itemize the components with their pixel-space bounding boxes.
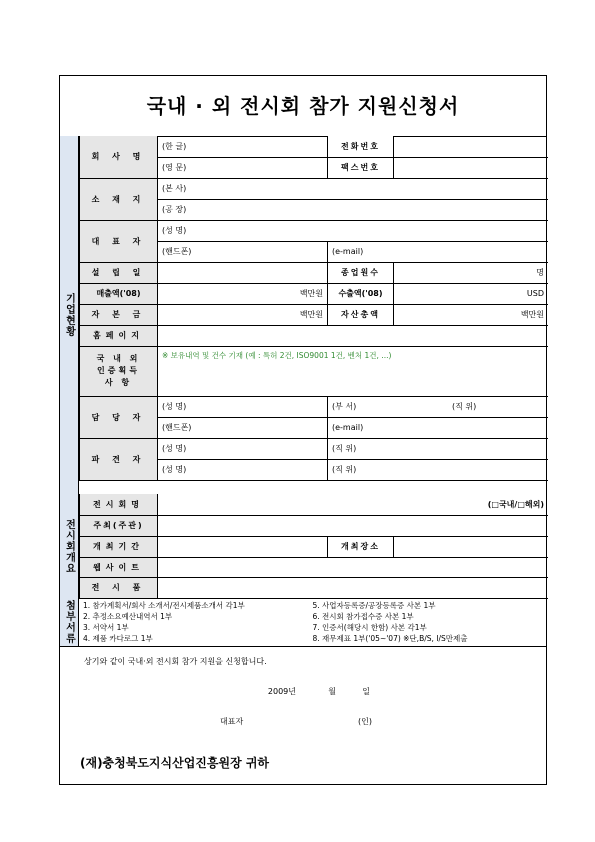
factory-address-field[interactable]: (공 장) — [158, 199, 549, 220]
attachment-item: 5. 사업자등록증/공장등록증 사본 1부 — [312, 601, 436, 610]
manager-mobile-field[interactable]: (핸드폰) — [158, 417, 328, 438]
phone-field[interactable] — [394, 136, 549, 157]
date-year: 2009년 — [267, 687, 296, 696]
manager-email-field[interactable]: (e-mail) — [328, 417, 549, 438]
attachment-item: 1. 참가계획서/회사 소개서/전시제품소개서 각1부 — [83, 601, 245, 610]
export-field[interactable]: USD — [394, 283, 549, 304]
attachment-item: 7. 인증서(해당시 한함) 사본 각1부 — [312, 623, 427, 632]
founded-field[interactable] — [158, 262, 328, 283]
employees-field[interactable]: 명 — [394, 262, 549, 283]
certification-field[interactable] — [158, 346, 549, 396]
manager-name-field[interactable]: (성 명) — [158, 396, 328, 417]
attachment-item: 2. 추정소요예산내역서 1부 — [83, 612, 173, 621]
exhibition-section — [60, 494, 546, 598]
date-day: 일 — [362, 687, 370, 696]
venue-label: 개최장소 — [328, 536, 394, 557]
items-field[interactable] — [158, 577, 549, 598]
capital-label: 자 본 금 — [80, 304, 158, 325]
exhibition-table — [79, 494, 548, 599]
certification-note: ※ 보유내역 및 건수 기재 (예 : 특허 2건, ISO9001 1건, 벤처 1건, ...) — [162, 350, 392, 360]
period-label: 개최기간 — [80, 536, 158, 557]
venue-field[interactable] — [394, 536, 549, 557]
phone-label: 전화번호 — [328, 136, 394, 157]
company-name-kr-field[interactable]: (한 글) — [158, 136, 328, 157]
exhibition-section-label: 전시회개요 — [60, 494, 79, 598]
period-field[interactable] — [158, 536, 328, 557]
website-label: 웹사이트 — [80, 557, 158, 577]
host-label: 주최(주관) — [80, 515, 158, 536]
manager-position: (직 위) — [452, 402, 477, 411]
dispatch-label: 파 견 자 — [80, 438, 158, 480]
employees-label: 종업원수 — [328, 262, 394, 283]
dispatch-name-1-field[interactable]: (성 명) — [158, 438, 328, 459]
website-field[interactable] — [158, 557, 549, 577]
address-label: 소 재 지 — [80, 178, 158, 220]
fax-label: 팩스번호 — [328, 157, 394, 178]
company-section-label: 기업현황 — [60, 136, 79, 494]
assets-label: 자산총액 — [328, 304, 394, 325]
application-form — [59, 75, 547, 785]
attachment-item: 3. 서약서 1부 — [83, 623, 129, 632]
items-label: 전 시 품 — [80, 577, 158, 598]
assets-field[interactable]: 백만원 — [394, 304, 549, 325]
fax-field[interactable] — [394, 157, 549, 178]
attachment-item: 4. 제품 카다로그 1부 — [83, 634, 153, 643]
addressee: (재)충청북도지식산업진흥원장 귀하 — [80, 756, 270, 770]
homepage-field[interactable] — [158, 325, 549, 346]
capital-field[interactable]: 백만원 — [158, 304, 328, 325]
ceo-label: 대 표 자 — [80, 220, 158, 262]
form-title: 국내 · 외 전시회 참가 지원신청서 — [60, 76, 546, 137]
manager-label: 담 당 자 — [80, 396, 158, 438]
date-line — [60, 686, 546, 697]
company-table — [79, 136, 548, 481]
company-name-en-field[interactable]: (영 문) — [158, 157, 328, 178]
ceo-name-field[interactable]: (성 명) — [158, 220, 549, 241]
hq-address-field[interactable]: (본 사) — [158, 178, 549, 199]
ceo-mobile-field[interactable]: (핸드폰) — [158, 241, 328, 262]
seal-mark: (인) — [358, 717, 372, 726]
certification-label: 국 내 외 인증획득 사 항 — [80, 346, 158, 396]
manager-dept-position-field[interactable] — [328, 396, 549, 417]
export-label: 수출액('08) — [328, 283, 394, 304]
founded-label: 설 립 일 — [80, 262, 158, 283]
attachment-item: 8. 재무제표 1부('05~'07) ※단,B/S, I/S만제출 — [312, 634, 468, 643]
homepage-label: 홈페이지 — [80, 325, 158, 346]
host-field[interactable] — [158, 515, 549, 536]
dispatch-position-2-field[interactable]: (직 위) — [328, 459, 549, 480]
closing-statement: 상기와 같이 국내·외 전시회 참가 지원을 신청합니다. — [84, 657, 267, 666]
attachment-item: 6. 전시회 참가접수증 사본 1부 — [312, 612, 414, 621]
company-name-label: 회 사 명 — [80, 136, 158, 178]
attachments-list — [79, 598, 546, 646]
sales-label: 매출액('08) — [80, 283, 158, 304]
attachments-section — [60, 598, 546, 647]
closing-section — [60, 646, 546, 786]
attachments-list-container — [79, 598, 546, 646]
dispatch-name-2-field[interactable]: (성 명) — [158, 459, 328, 480]
manager-dept: (부 서) — [332, 402, 357, 411]
date-month: 월 — [328, 687, 336, 696]
representative-label: 대표자 — [220, 717, 244, 726]
attachments-section-label: 첨부서류 — [60, 598, 79, 646]
sales-field[interactable]: 백만원 — [158, 283, 328, 304]
company-section — [60, 136, 546, 494]
dispatch-position-1-field[interactable]: (직 위) — [328, 438, 549, 459]
ceo-email-field[interactable]: (e-mail) — [328, 241, 549, 262]
exhibition-name-label: 전시회명 — [80, 494, 158, 515]
exhibition-name-field[interactable]: (□국내/□해외) — [158, 494, 549, 515]
